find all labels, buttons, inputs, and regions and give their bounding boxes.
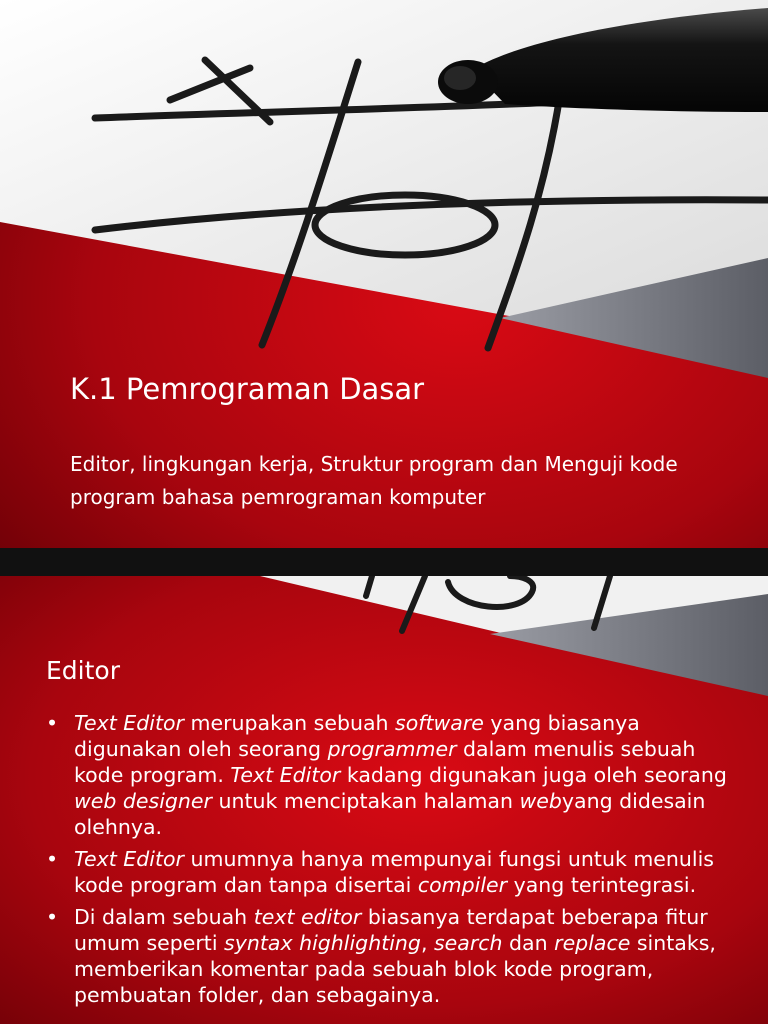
italic-term: text editor (253, 905, 362, 929)
italic-term: web (519, 789, 562, 813)
italic-term: Text Editor (74, 711, 184, 735)
bullet-dot-icon: • (46, 847, 59, 871)
italic-term: syntax highlighting (224, 931, 421, 955)
bullet-dot-icon: • (46, 711, 59, 735)
italic-term: search (433, 931, 503, 955)
bullet-text: untuk menciptakan halaman (211, 789, 520, 813)
bullet-text: umumnya hanya mempunyai fungsi untuk menulis kode program dan tanpa disertai (74, 847, 714, 897)
bullet-text: kadang digunakan juga oleh seorang (340, 763, 727, 787)
slide-title: Editor (46, 656, 120, 685)
italic-term: Text Editor (230, 763, 341, 787)
bullet-text: sintaks, memberikan komentar pada sebuah blok kode program, pembuatan folder, dan sebagainya. (74, 931, 716, 1007)
italic-term: software (395, 711, 484, 735)
bullet-text: yang biasanya digunakan oleh seorang (74, 711, 640, 761)
bullet-text: merupakan sebuah (183, 711, 396, 735)
italic-term: replace (554, 931, 631, 955)
bullet-text: , (420, 931, 434, 955)
italic-term: programmer (327, 737, 457, 761)
bullet-text: dalam menulis sebuah kode program. (74, 737, 696, 787)
bullet-item (46, 710, 746, 840)
italic-term: compiler (417, 873, 508, 897)
bullet-text: yang terintegrasi. (507, 873, 697, 897)
bullet-text: biasanya terdapat beberapa fitur umum seperti (74, 905, 708, 955)
bullet-list (46, 710, 746, 1014)
italic-term: web designer (74, 789, 212, 813)
bullet-dot-icon: • (46, 905, 59, 929)
bullet-text: Di dalam sebuah (74, 905, 254, 929)
bullet-text: yang didesain olehnya. (74, 789, 706, 839)
bullet-text: dan (502, 931, 555, 955)
bullet-item (46, 846, 746, 898)
slide-title: K.1 Pemrograman Dasar (70, 372, 425, 406)
content-slide (0, 576, 768, 1024)
slide-divider (0, 548, 768, 576)
bullet-item (46, 904, 746, 1008)
slide-subtitle: Editor, lingkungan kerja, Struktur program dan Menguji kode program bahasa pemrograman komputer (70, 452, 678, 509)
italic-term: Text Editor (74, 847, 184, 871)
